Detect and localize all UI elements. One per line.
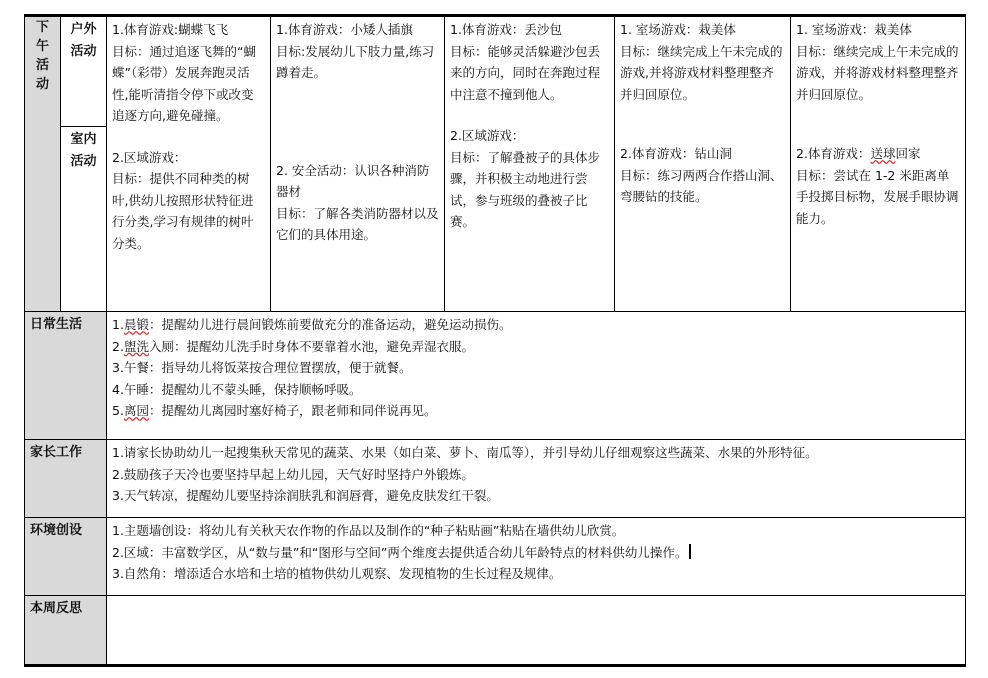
reflection-content[interactable] bbox=[107, 596, 966, 666]
reflection-label: 本周反思 bbox=[25, 596, 107, 666]
activity-goal: 目标：提供不同种类的树叶,供幼儿按照形状特征进行分类,学习有规律的树叶分类。 bbox=[112, 171, 254, 251]
activity-goal: 目标：尝试在 1-2 米距离单手投掷目标物，发展手眼协调能力。 bbox=[796, 167, 959, 226]
environment-row bbox=[25, 518, 966, 596]
afternoon-cell-2 bbox=[271, 16, 445, 312]
environment-label: 环境创设 bbox=[25, 518, 107, 596]
daily-label: 日常生活 bbox=[25, 312, 107, 440]
activity-goal: 目标：练习两两合作搭山洞、弯腰钻的技能。 bbox=[620, 167, 783, 204]
list-item: 3.午餐：指导幼儿将饭菜按合理位置摆放，便于就餐。 bbox=[112, 360, 412, 375]
list-item: 2.鼓励孩子天冷也要坚持早起上幼儿园，天气好时坚持户外锻炼。 bbox=[112, 466, 474, 482]
activity-title: 2.体育游戏：送球回家 bbox=[796, 146, 921, 161]
environment-content bbox=[107, 518, 966, 596]
list-item: 5.离园：提醒幼儿离园时塞好椅子，跟老师和同伴说再见。 bbox=[112, 403, 437, 418]
afternoon-cell-5 bbox=[791, 16, 966, 312]
list-item: 1.晨锻：提醒幼儿进行晨间锻炼前要做充分的准备运动，避免运动损伤。 bbox=[112, 317, 512, 332]
afternoon-cell-1 bbox=[107, 16, 271, 312]
activity-title: 2.区域游戏： bbox=[450, 128, 525, 143]
indoor-label: 室内 活动 bbox=[61, 127, 107, 312]
afternoon-label-char: 动 bbox=[35, 76, 49, 92]
list-item: 1.主题墙创设：将幼儿有关秋天农作物的作品以及制作的“种子粘贴画”粘贴在墙供幼儿欣赏。 bbox=[112, 523, 625, 538]
daily-content bbox=[107, 312, 966, 440]
list-item: 2.区域：丰富数学区，从“数与量”和“图形与空间”两个维度去提供适合幼儿年龄特点的材料供幼儿操作。 bbox=[112, 542, 960, 564]
activity-goal: 目标：能够灵活躲避沙包丢来的方向，同时在奔跑过程中注意不撞到他人。 bbox=[450, 43, 601, 102]
outdoor-label: 户外 活动 bbox=[61, 16, 107, 127]
afternoon-cell-3 bbox=[445, 16, 615, 312]
activity-title: 1. 室场游戏：栽美体 bbox=[796, 22, 912, 37]
afternoon-row-outdoor bbox=[25, 16, 966, 127]
afternoon-label-char: 下 bbox=[35, 20, 49, 35]
activity-title: 2.区域游戏： bbox=[112, 149, 187, 165]
daily-row bbox=[25, 312, 966, 440]
afternoon-label-char: 活 bbox=[35, 57, 49, 73]
activity-title: 1.体育游戏:蝴蝶飞飞 bbox=[112, 22, 229, 37]
activity-title: 1.体育游戏：丢沙包 bbox=[450, 22, 562, 37]
list-item: 3.天气转凉，提醒幼儿要坚持涂润肤乳和润唇膏，避免皮肤发红干裂。 bbox=[112, 488, 499, 503]
activity-goal: 目标：继续完成上午未完成的游戏,并将游戏材料整理整齐并归回原位。 bbox=[620, 43, 783, 102]
activity-title: 2.体育游戏：钻山洞 bbox=[620, 146, 732, 161]
parents-content bbox=[107, 440, 966, 518]
parents-row bbox=[25, 440, 966, 518]
activity-goal: 目标：了解各类消防器材以及它们的具体用途。 bbox=[276, 205, 439, 242]
afternoon-label-char: 午 bbox=[35, 38, 49, 54]
parents-label: 家长工作 bbox=[25, 440, 107, 518]
list-item: 3.自然角：增添适合水培和土培的植物供幼儿观察、发现植物的生长过程及规律。 bbox=[112, 566, 562, 581]
list-item: 2.盥洗入厕：提醒幼儿洗手时身体不要靠着水池，避免弄湿衣服。 bbox=[112, 338, 474, 354]
activity-goal: 目标：继续完成上午未完成的游戏，并将游戏材料整理整齐并归回原位。 bbox=[796, 43, 959, 102]
activity-title: 2. 安全活动：认识各种消防器材 bbox=[276, 162, 430, 199]
activity-goal: 目标:发展幼儿下肢力量,练习蹲着走。 bbox=[276, 43, 435, 80]
afternoon-cell-4 bbox=[615, 16, 791, 312]
reflection-row bbox=[25, 596, 966, 666]
activity-goal: 目标：通过追逐飞舞的“蝴蝶”（彩带）发展奔跑灵活性,能听清指令停下或改变追逐方向,避免碰撞。 bbox=[112, 43, 256, 123]
weekly-plan-table bbox=[24, 14, 966, 667]
afternoon-label bbox=[25, 16, 61, 312]
activity-title: 1.体育游戏：小矮人插旗 bbox=[276, 22, 413, 37]
list-item: 1.请家长协助幼儿一起搜集秋天常见的蔬菜、水果（如白菜、萝卜、南瓜等），并引导幼儿仔细观察这些蔬菜、水果的外形特征。 bbox=[112, 445, 818, 460]
activity-goal: 目标：了解叠被子的具体步骤，并积极主动地进行尝试，参与班级的叠被子比赛。 bbox=[450, 149, 601, 229]
text-cursor bbox=[689, 544, 691, 559]
activity-title: 1. 室场游戏：栽美体 bbox=[620, 22, 736, 37]
list-item: 4.午睡：提醒幼儿不蒙头睡，保持顺畅呼吸。 bbox=[112, 381, 362, 397]
